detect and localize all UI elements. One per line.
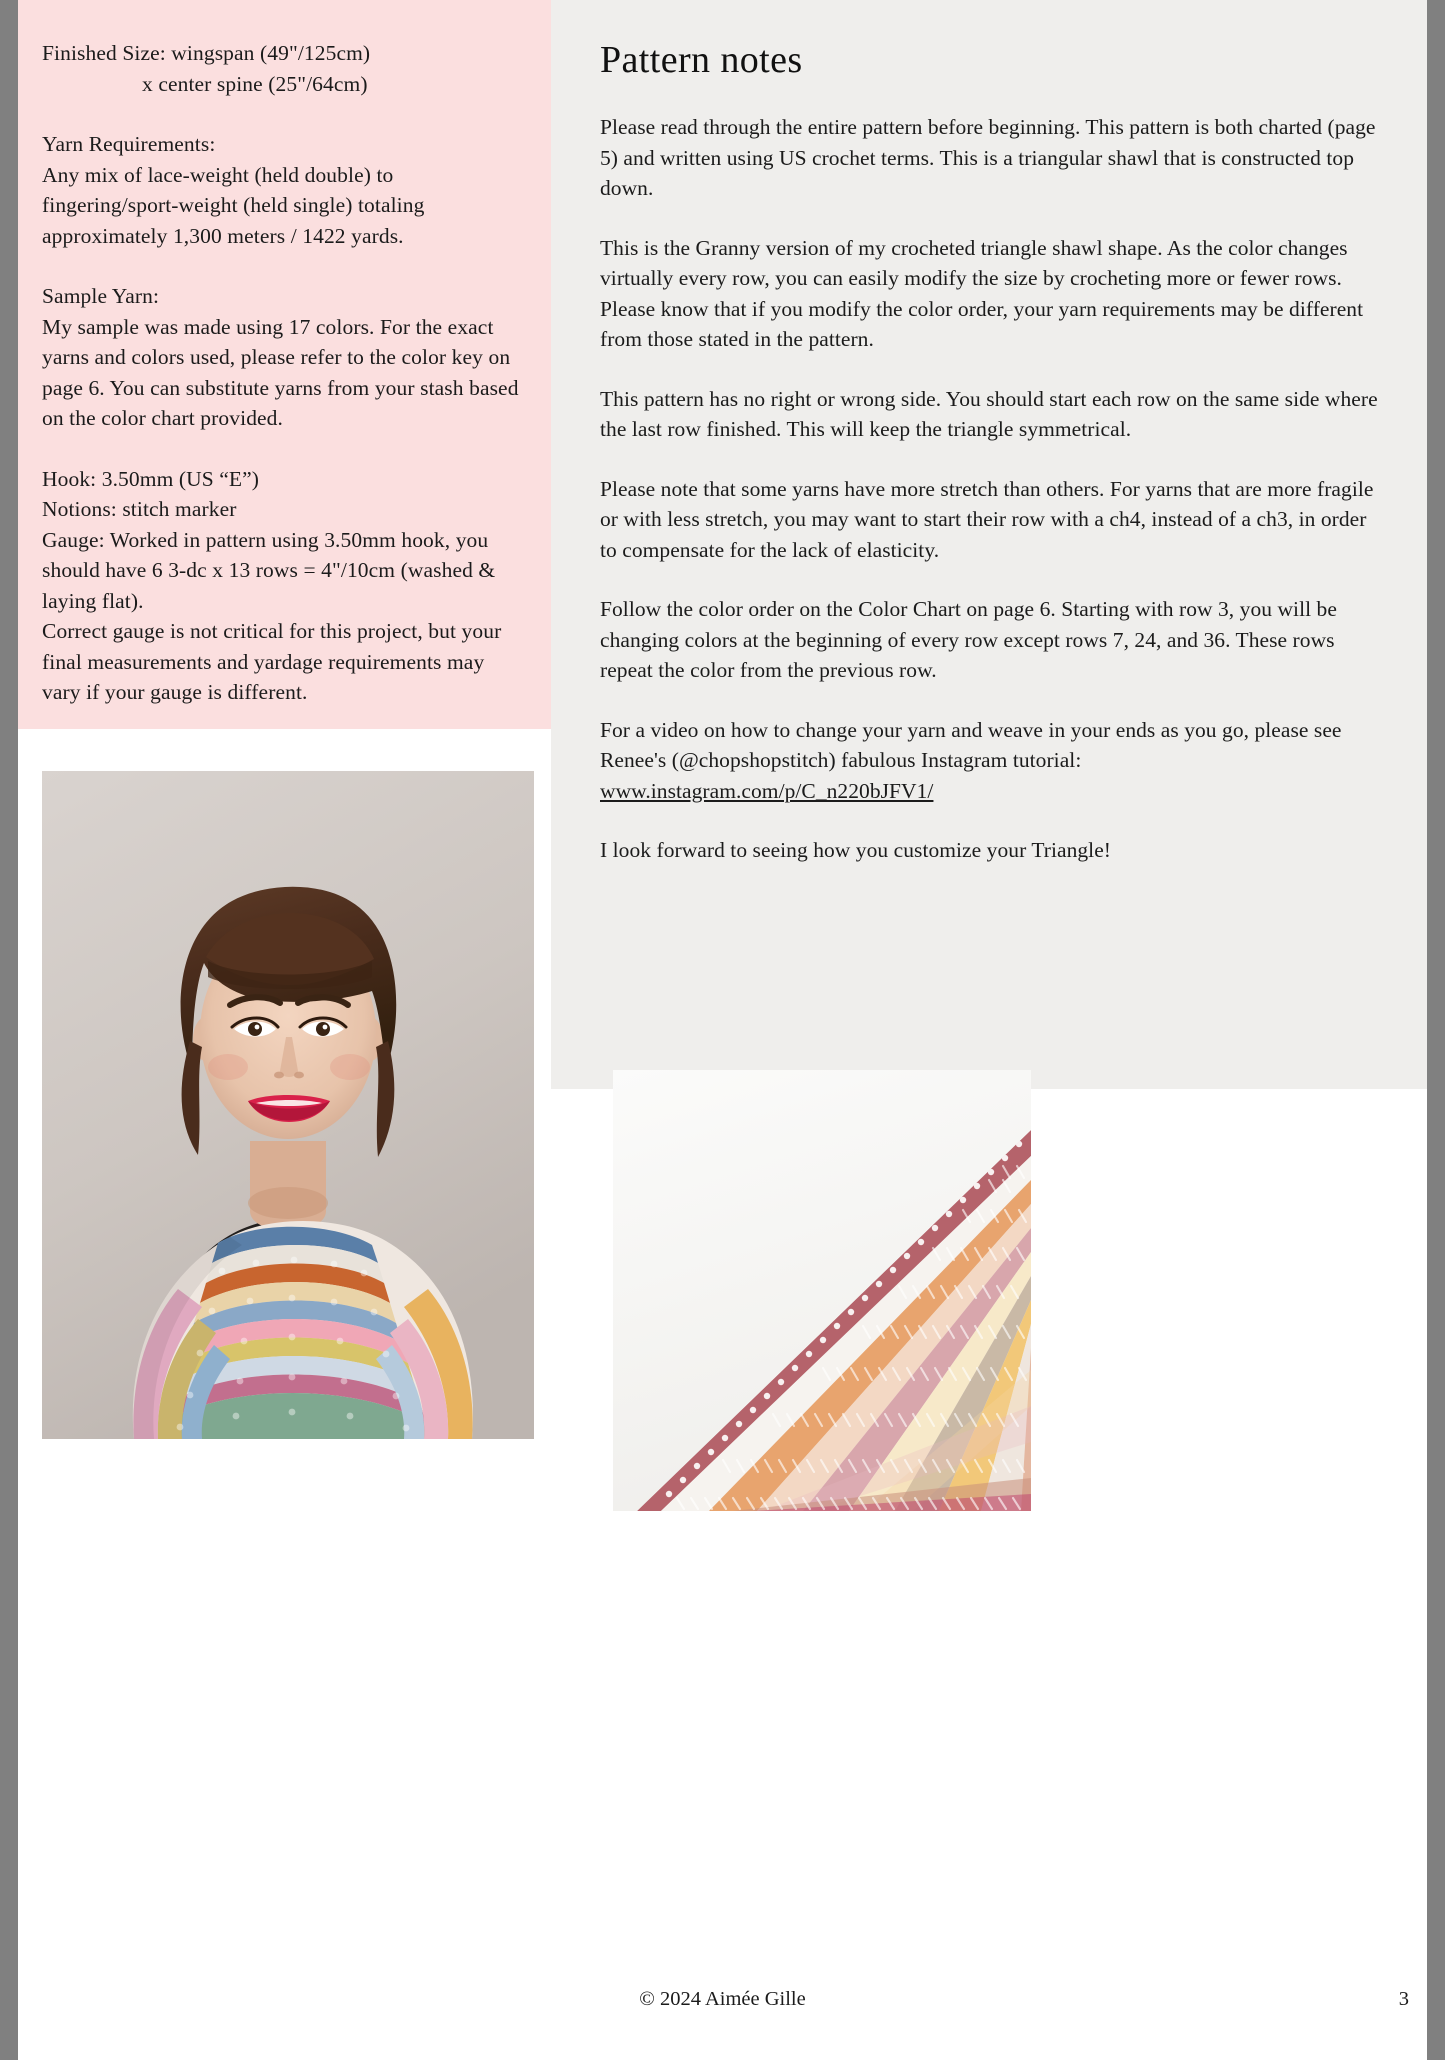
- closing-paragraph: I look forward to seeing how you customize your Triangle!: [600, 838, 1111, 862]
- page-number: 3: [1398, 1988, 1409, 2010]
- video-tutorial-intro: For a video on how to change your yarn and weave in your ends as you go, please see Renee's (@chopshopstitch) fabulous Instagram tutorial:: [600, 717, 1342, 772]
- copyright-text: © 2024 Aimée Gille: [639, 1988, 806, 2010]
- instagram-tutorial-link[interactable]: www.instagram.com/p/C_n220bJFV1/: [600, 778, 934, 803]
- page-footer: [18, 1984, 1427, 2014]
- hook-line: Hook: 3.50mm (US “E”): [42, 466, 260, 491]
- note-paragraph: This is the Granny version of my crocheted triangle shawl shape. As the color changes virtually every row, you can easily modify the size by crocheting more or fewer rows. Please know that if you modify the color order, your yarn requirements may be different from those stated in the pattern.: [600, 235, 1364, 351]
- spacer: [42, 251, 521, 281]
- pattern-notes-title: Pattern notes: [600, 39, 803, 81]
- specifications-panel: [18, 0, 551, 729]
- finished-size-line-1: Finished Size: wingspan (49"/125cm): [42, 41, 371, 65]
- finished-size-line-2: x center spine (25"/64cm): [142, 71, 368, 96]
- shawl-detail-photo: [613, 1070, 1031, 1511]
- note-paragraph: Please read through the entire pattern before beginning. This pattern is both charted (page 5) and written using US crochet terms. This is a triangular shawl that is constructed top down.: [600, 115, 1376, 200]
- note-paragraph: Follow the color order on the Color Chart on page 6. Starting with row 3, you will be changing colors at the beginning of every row except rows 7, 24, and 36. These rows repeat the color from the previous row.: [600, 597, 1337, 682]
- note-paragraph: This pattern has no right or wrong side. You should start each row on the same side where the last row finished. This will keep the triangle symmetrical.: [600, 386, 1378, 441]
- notions-line: Notions: stitch marker: [42, 497, 237, 521]
- sample-yarn-heading: Sample Yarn:: [42, 284, 160, 308]
- gauge-note: Correct gauge is not critical for this project, but your final measurements and yardage requirements may vary if your gauge is different.: [42, 619, 502, 704]
- yarn-requirements-body: Any mix of lace-weight (held double) to fingering/sport-weight (held single) totaling approximately 1,300 meters / 1422 yards.: [42, 162, 425, 248]
- document-page: [18, 0, 1427, 2060]
- gauge-line: Gauge: Worked in pattern using 3.50mm hook, you should have 6 3-dc x 13 rows = 4"/10cm (washed & laying flat).: [42, 527, 496, 613]
- spacer: [42, 434, 521, 464]
- spacer: [42, 99, 521, 129]
- note-paragraph: Please note that some yarns have more stretch than others. For yarns that are more fragile or with less stretch, you may want to start their row with a ch4, instead of a ch3, in order to compensate for the lack of elasticity.: [600, 476, 1374, 562]
- sample-yarn-body: My sample was made using 17 colors. For the exact yarns and colors used, please refer to the color key on page 6. You can substitute yarns from your stash based on the color chart provided.: [42, 314, 519, 430]
- video-tutorial-paragraph: [600, 715, 1383, 807]
- model-portrait-photo: [42, 771, 534, 1439]
- yarn-requirements-heading: Yarn Requirements:: [42, 132, 216, 156]
- pattern-notes-panel: [551, 0, 1427, 1089]
